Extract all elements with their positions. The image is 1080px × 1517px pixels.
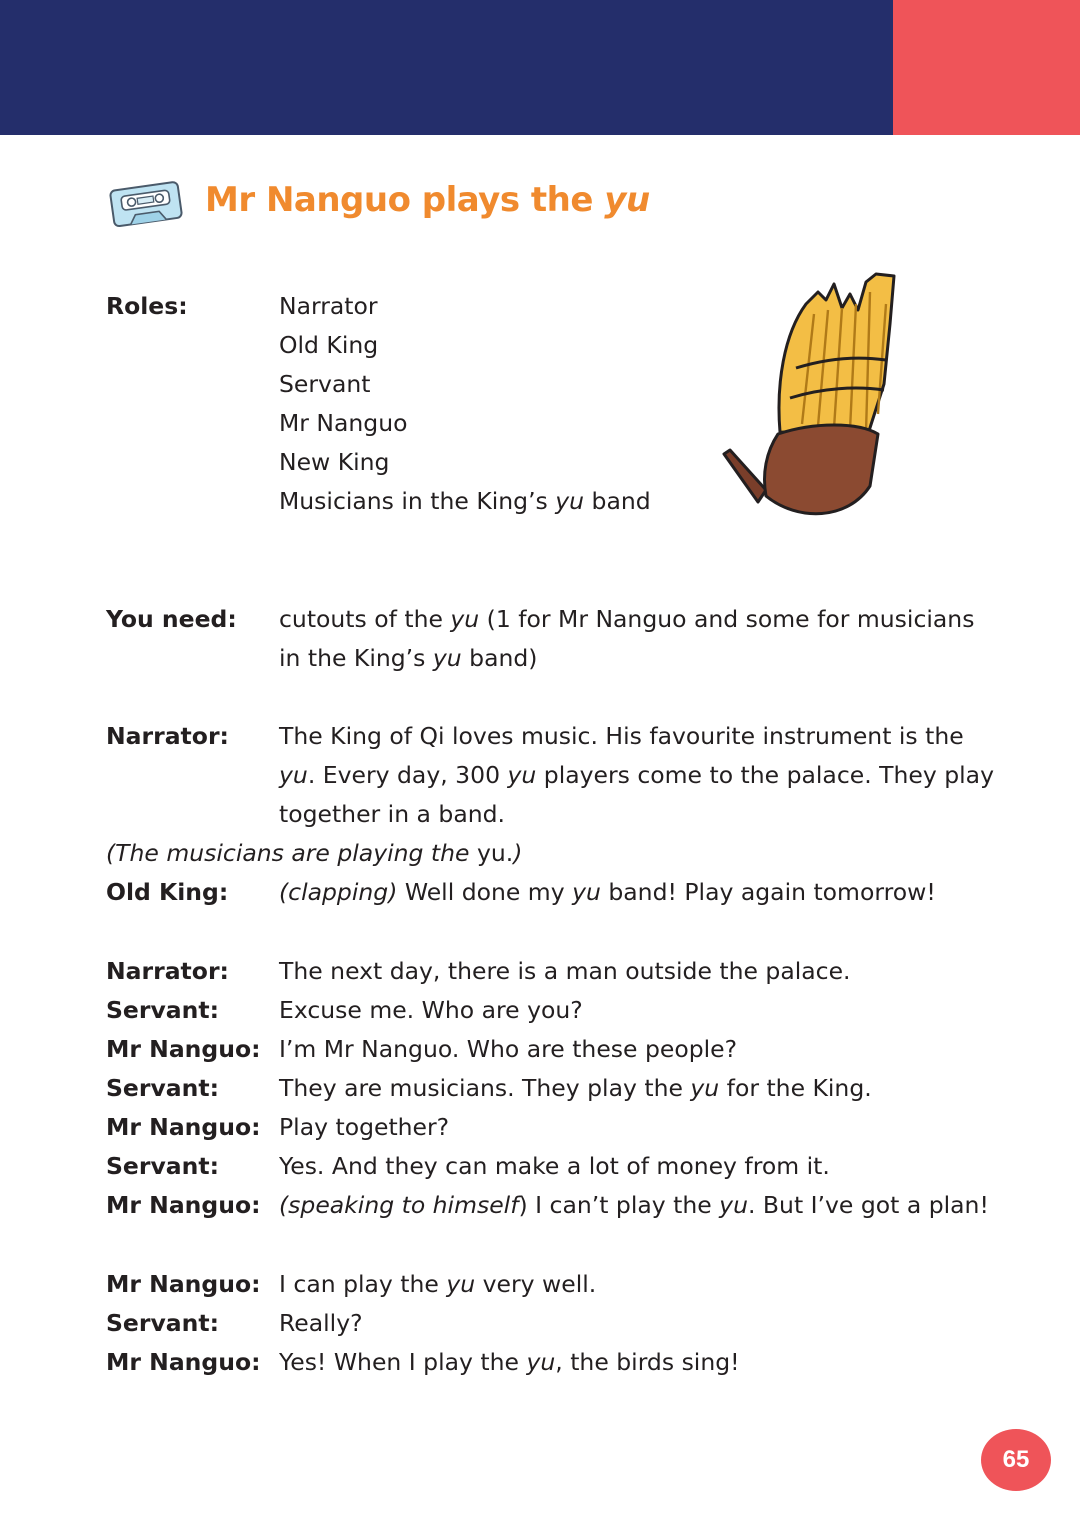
page-title: Mr Nanguo plays the yu [205, 180, 650, 220]
line-text: (clapping) Well done my yu band! Play again tomorrow! [279, 878, 936, 906]
line-text: They are musicians. They play the yu for the King. [279, 1074, 872, 1102]
roles-label: Roles: [106, 292, 188, 320]
role-item: Servant [279, 370, 371, 398]
role-item: Musicians in the King’s yu band [279, 487, 651, 515]
line-text: (speaking to himself) I can’t play the yu. But I’ve got a plan! [279, 1191, 989, 1219]
line-text: Really? [279, 1309, 363, 1337]
page-number-badge: 65 [981, 1429, 1051, 1491]
speaker-label: Servant: [106, 996, 219, 1024]
speaker-label: Mr Nanguo: [106, 1113, 261, 1141]
speaker-label: Mr Nanguo: [106, 1035, 261, 1063]
speaker-label: Narrator: [106, 957, 229, 985]
banner-coral-block [893, 0, 1080, 135]
banner-navy-block [0, 0, 893, 135]
you-need-text: cutouts of the yu (1 for Mr Nanguo and some for musicians [279, 605, 975, 633]
speaker-label: Mr Nanguo: [106, 1270, 261, 1298]
line-text: Play together? [279, 1113, 450, 1141]
speaker-label: Mr Nanguo: [106, 1191, 261, 1219]
line-text: together in a band. [279, 800, 506, 828]
you-need-label: You need: [106, 605, 237, 633]
line-text: Yes! When I play the yu, the birds sing! [279, 1348, 740, 1376]
title-row [108, 172, 808, 232]
role-item: Narrator [279, 292, 378, 320]
line-text: Yes. And they can make a lot of money from it. [279, 1152, 830, 1180]
role-item: Old King [279, 331, 379, 359]
line-text: The next day, there is a man outside the palace. [279, 957, 851, 985]
line-text: I’m Mr Nanguo. Who are these people? [279, 1035, 738, 1063]
speaker-label: Mr Nanguo: [106, 1348, 261, 1376]
role-item: New King [279, 448, 390, 476]
speaker-label: Servant: [106, 1152, 219, 1180]
speaker-label: Old King: [106, 878, 229, 906]
speaker-label: Servant: [106, 1074, 219, 1102]
yu-instrument-illustration [718, 264, 908, 526]
cassette-icon [108, 180, 186, 228]
line-text: Excuse me. Who are you? [279, 996, 583, 1024]
header-banner [0, 0, 1080, 135]
stage-direction: (The musicians are playing the yu.) [106, 839, 523, 867]
line-text: The King of Qi loves music. His favourite instrument is the [279, 722, 964, 750]
line-text: yu. Every day, 300 yu players come to the palace. They play [279, 761, 994, 789]
line-text: I can play the yu very well. [279, 1270, 597, 1298]
speaker-label: Narrator: [106, 722, 229, 750]
speaker-label: Servant: [106, 1309, 219, 1337]
you-need-text: in the King’s yu band) [279, 644, 538, 672]
role-item: Mr Nanguo [279, 409, 408, 437]
